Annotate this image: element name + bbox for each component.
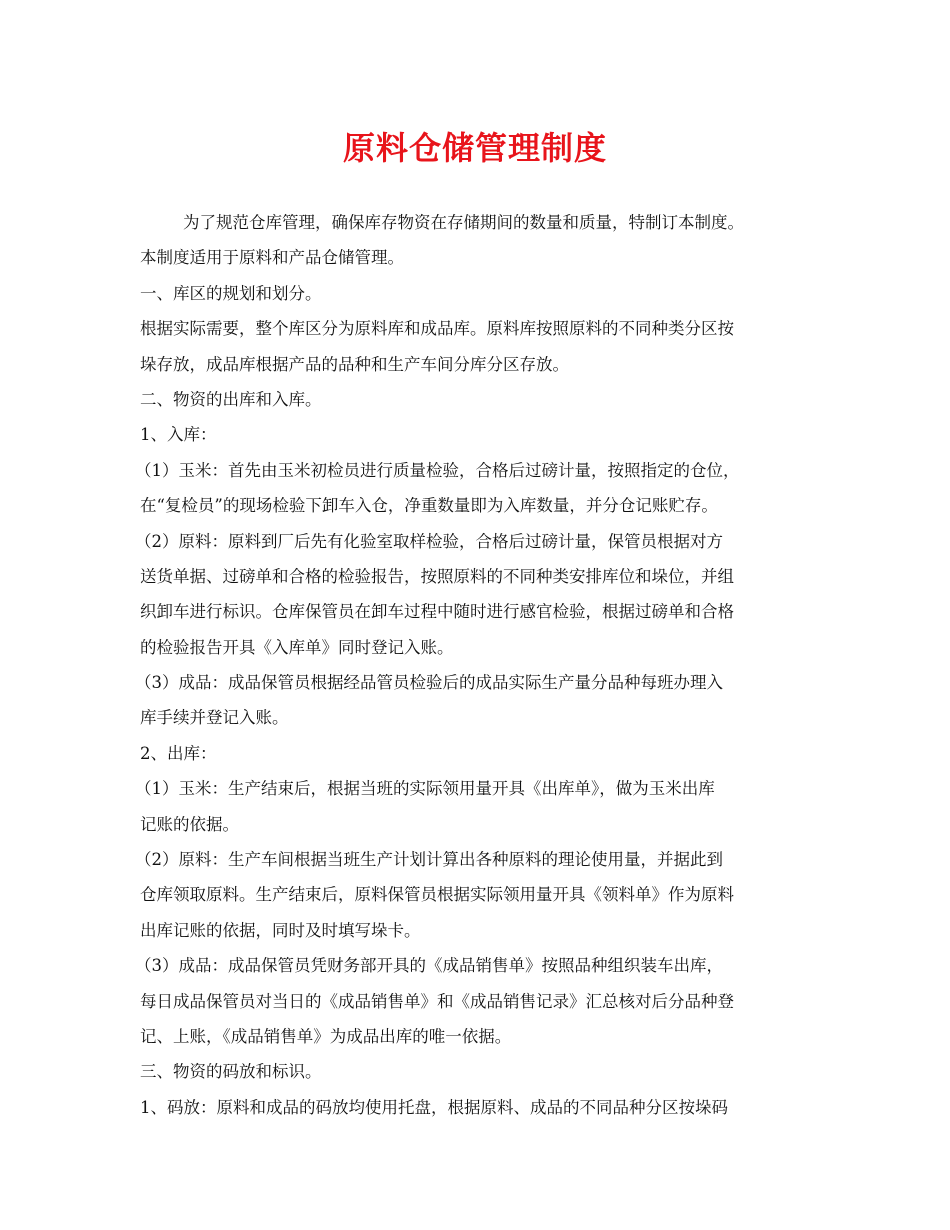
paragraph-line: 本制度适用于原料和产品仓储管理。: [140, 248, 404, 268]
paragraph-line: 库手续并登记入账。: [140, 708, 289, 728]
paragraph-line: 在“复检员”的现场检验下卸车入仓，净重数量即为入库数量，并分仓记账贮存。: [140, 496, 718, 516]
paragraph-line: 1、码放：原料和成品的码放均使用托盘，根据原料、成品的不同品种分区按垛码: [140, 1097, 728, 1117]
document-body: [135, 205, 830, 1125]
subsection-heading: 2、出库：: [140, 743, 217, 763]
section-heading: 三、物资的码放和标识。: [140, 1062, 322, 1082]
paragraph-line: 为了规范仓库管理，确保库存物资在存储期间的数量和质量，特制订本制度。: [183, 213, 744, 232]
paragraph-line: 出库记账的依据，同时及时填写垛卡。: [140, 920, 421, 940]
paragraph-line: 每日成品保管员对当日的《成品销售单》和《成品销售记录》汇总核对后分品种登: [140, 991, 734, 1011]
list-item-line: （3）成品：成品保管员根据经品管员检验后的成品实际生产量分品种每班办理入: [135, 673, 723, 693]
subsection-heading: 1、入库：: [140, 425, 217, 445]
document-title: 原料仓储管理制度: [342, 129, 607, 167]
paragraph-line: 记、上账，《成品销售单》为成品出库的唯一依据。: [140, 1026, 512, 1046]
paragraph-line: 根据实际需要，整个库区分为原料库和成品库。原料库按照原料的不同种类分区按: [140, 319, 734, 339]
paragraph-line: 记账的依据。: [140, 814, 239, 834]
paragraph-line: 送货单据、过磅单和合格的检验报告，按照原料的不同种类安排库位和垛位，并组: [140, 566, 734, 586]
paragraph-line: 的检验报告开具《入库单》同时登记入账。: [140, 637, 454, 657]
paragraph-line: 仓库领取原料。生产结束后，原料保管员根据实际领用量开具《领料单》作为原料: [140, 885, 734, 905]
list-item-line: （1）玉米：生产结束后，根据当班的实际领用量开具《出库单》，做为玉米出库: [135, 779, 715, 799]
section-heading: 二、物资的出库和入库。: [140, 389, 322, 409]
list-item-line: （2）原料：原料到厂后先有化验室取样检验，合格后过磅计量，保管员根据对方: [135, 531, 723, 551]
section-heading: 一、库区的规划和划分。: [140, 283, 322, 303]
list-item-line: （2）原料：生产车间根据当班生产计划计算出各种原料的理论使用量，并据此到: [135, 850, 723, 870]
list-item-line: （3）成品：成品保管员凭财务部开具的《成品销售单》按照品种组织装车出库，: [135, 956, 723, 976]
paragraph-line: 垛存放，成品库根据产品的品种和生产车间分库分区存放。: [140, 354, 569, 374]
paragraph-line: 织卸车进行标识。仓库保管员在卸车过程中随时进行感官检验，根据过磅单和合格: [140, 602, 734, 622]
list-item-line: （1）玉米：首先由玉米初检员进行质量检验，合格后过磅计量，按照指定的仓位，: [135, 460, 740, 480]
